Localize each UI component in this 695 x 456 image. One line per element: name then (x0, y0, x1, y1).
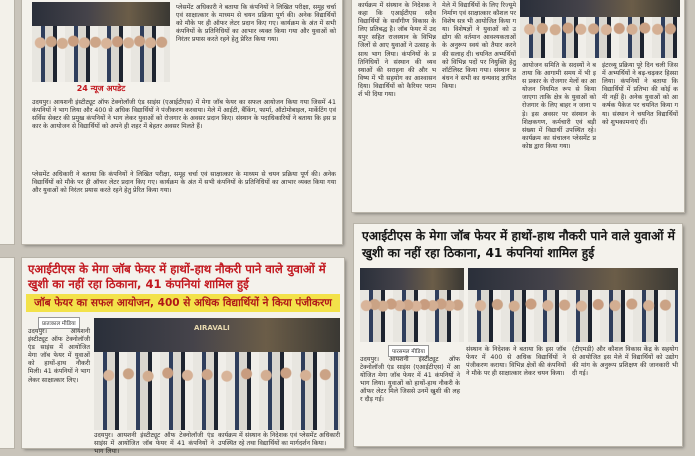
event-photo (520, 0, 680, 58)
partial-clip-left-top (0, 0, 14, 244)
article-col: उदयपुर। आयशनी इंस्टीट्यूट ऑफ टेक्नोलॉजी एंड साइंस में आयोजित मेगा जॉब फेयर में युवाओं को हाथों-हाथ नौकरी मिली। 41 कंपनियों ने भाग लेकर साक्षात्कार लिए। (28, 328, 90, 384)
article-col-1: उदयपुर। आयशनी इंस्टीट्यूट ऑफ टेक्नोलॉजी एंड साइंस (एआईटीएस) में आयोजित मेगा जॉब फेयर में 41 कंपनियों ने भाग लिया। युवाओं को हाथों-हाथ नौकरी के ऑफर लेटर मिले जिससे उनमें खुशी की लहर दौड़ गई। (360, 356, 460, 404)
headline: एआईटीएस के मेगा जॉब फेयर में हाथों-हाथ नौकरी पाने वाले युवाओं में खुशी का नहीं रहा ठिकाना, 41 कंपनियां शामिल हुई (28, 262, 326, 291)
photo-caption: 24 न्यूज अपडेट (76, 84, 126, 93)
article-col-2: मेले में विद्यार्थियों के लिए रिज्यूमे निर्माण एवं साक्षात्कार कौशल पर विशेष सत्र भी आयोजित किया गया। विशेषज्ञों ने युवाओं को उद्योग की वर्तमान आवश्यकताओं के अनुरूप स्वयं को तैयार करने की सलाह दी। चयनित अभ्यर्थियों को विभिन्न पदों पर नियुक्ति हेतु शॉर्टलिस्ट किया गया। संस्थान प्रबंधन ने सभी का धन्यवाद ज्ञापित किया। (442, 2, 517, 90)
article-col-4: इंटरव्यू प्रक्रिया पूरे दिन चली जिसमें अभ्यर्थियों ने बढ़-चढ़कर हिस्सा लिया। कंपनियों ने बताया कि विद्यार्थियों में प्रतिभा की कोई कमी नहीं है। अनेक युवाओं को आकर्षक पैकेज पर चयनित किया गया। संस्थान ने चयनित विद्यार्थियों को शुभकामनाएं दीं। (602, 62, 678, 126)
article-bottom-left: उदयपुर। आयशनी इंस्टीट्यूट ऑफ टेक्नोलॉजी एंड साइंस में आयोजित जॉब फेयर में 41 कंपनियों ने भाग लिया। (94, 432, 214, 456)
news-clip-bottom-left (22, 258, 344, 456)
article-col-3: आयोजन समिति के सदस्यों ने बताया कि आगामी समय में भी इस प्रकार के रोजगार मेलों का आयोजन नियमित रूप से किया जाएगा ताकि क्षेत्र के युवाओं को रोजगार के लिए बाहर न जाना पड़े। इस अवसर पर संस्थान के शिक्षकगण, कर्मचारी एवं बड़ी संख्या में विद्यार्थी उपस्थित रहे। कार्यक्रम का संचालन प्लेसमेंट प्रकोष्ठ द्वारा किया गया। (522, 62, 596, 150)
news-clip-top-right (352, 0, 684, 212)
event-photo (32, 2, 170, 82)
event-photo-left (360, 268, 464, 342)
news-clip-top-left (22, 0, 342, 244)
article-col-2: संस्थान के निदेशक ने बताया कि इस जॉब फेयर में 400 से अधिक विद्यार्थियों ने पंजीकरण कराया। विभिन्न क्षेत्रों की कंपनियों ने मौके पर ही साक्षात्कार लेकर चयन किया। (466, 346, 566, 378)
article-text-right: प्लेसमेंट अधिकारी ने बताया कि कंपनियों ने लिखित परीक्षा, समूह चर्चा एवं साक्षात्कार के माध्यम से चयन प्रक्रिया पूर्ण की। अनेक विद्यार्थियों को मौके पर ही ऑफर लेटर प्रदान किए गए। कार्यक्रम के अंत में सभी कंपनियों के प्रतिनिधियों का आभार व्यक्त किया गया और युवाओं को निरंतर प्रयास करते रहने हेतु प्रेरित किया गया। (176, 4, 336, 44)
event-photo-right (468, 268, 678, 342)
partial-clip-left-bottom (0, 258, 14, 448)
article-text-main: उदयपुर। आयशनी इंस्टीट्यूट ऑफ टेक्नोलॉजी एंड साइंस (एआईटीएस) में मेगा जॉब फेयर का सफल आयोजन किया गया जिसमें 41 कंपनियों ने भाग लिया और 400 से अधिक विद्यार्थियों ने पंजीकरण करवाया। मेले में आईटी, बैंकिंग, फार्मा, ऑटोमोबाइल, मार्केटिंग एवं सर्विस सेक्टर की प्रमुख कंपनियों ने भाग लेकर युवाओं को रोजगार के अवसर प्रदान किए। संस्थान के पदाधिकारियों ने बताया कि इस प्रकार के आयोजन से विद्यार्थियों को अपने ही शहर में बेहतर अवसर मिलते हैं। (32, 99, 336, 131)
photo-banner-text: AIRAVALI (194, 324, 230, 332)
article-col-1: कार्यक्रम में संस्थान के निदेशक ने कहा कि एआईटीएस सदैव विद्यार्थियों के सर्वांगीण विकास के लिए प्रतिबद्ध है। जॉब फेयर में उदयपुर सहित राजस्थान के विभिन्न जिलों से आए युवाओं ने उत्साह के साथ भाग लिया। कंपनियों के प्रतिनिधियों ने संस्थान की व्यवस्थाओं की सराहना की और भविष्य में भी सहयोग का आश्वासन दिया। विद्यार्थियों को कैरियर परामर्श भी दिया गया। (358, 2, 436, 99)
media-logo: प्रातःकाल मीडिया (38, 317, 80, 329)
event-photo (94, 318, 340, 430)
article-bottom-right: कार्यक्रम में संस्थान के निदेशक एवं प्लेसमेंट अधिकारी उपस्थित रहे तथा विद्यार्थियों का मार्गदर्शन किया। (218, 432, 340, 448)
news-clip-bottom-right (354, 224, 682, 446)
subheadline: जॉब फेयर का सफल आयोजन, 400 से अधिक विद्यार्थियों ने किया पंजीकरण (26, 294, 340, 312)
headline: एआईटीएस के मेगा जॉब फेयर में हाथों-हाथ नौकरी पाने वाले युवाओं में खुशी का नहीं रहा ठिकाना, 41 कंपनियां शामिल हुई (362, 229, 675, 260)
media-logo: पारसमल मीडिया (388, 345, 429, 357)
article-text-cont: प्लेसमेंट अधिकारी ने बताया कि कंपनियों ने लिखित परीक्षा, समूह चर्चा एवं साक्षात्कार के माध्यम से चयन प्रक्रिया पूर्ण की। अनेक विद्यार्थियों को मौके पर ही ऑफर लेटर प्रदान किए गए। कार्यक्रम के अंत में सभी कंपनियों के प्रतिनिधियों का आभार व्यक्त किया गया और युवाओं को निरंतर प्रयास करते रहने हेतु प्रेरित किया गया। (32, 171, 336, 195)
article-col-3: (टीएमडी) और कौशल विकास केंद्र के सहयोग से आयोजित इस मेले में विद्यार्थियों को उद्योग की मांग के अनुरूप प्रशिक्षण की जानकारी भी दी गई। (572, 346, 678, 378)
